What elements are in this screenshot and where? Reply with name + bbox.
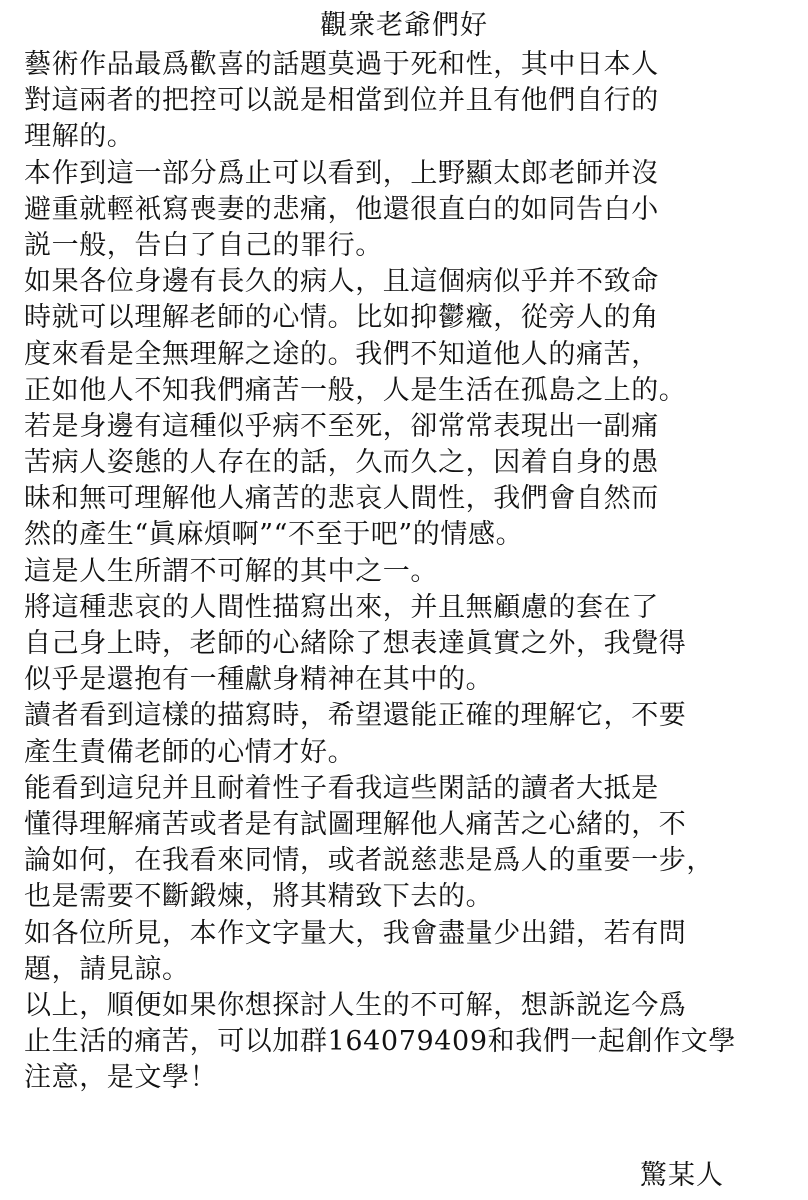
text-line: 論如何，在我看來同情，或者説慈悲是爲人的重要一步， xyxy=(24,845,714,877)
text-line: 度來看是全無理解之途的。我們不知道他人的痛苦， xyxy=(24,338,659,370)
text-line: 懂得理解痛苦或者是有試圖理解他人痛苦之心緒的，不 xyxy=(24,808,687,840)
body-text xyxy=(24,47,804,1096)
text-line: 產生責備老師的心情才好。 xyxy=(24,736,356,768)
text-line: 似乎是還抱有一種獻身精神在其中的。 xyxy=(24,664,494,696)
text-line: 讀者看到這樣的描寫時，希望還能正確的理解它，不要 xyxy=(24,700,687,732)
text-line: 若是身邊有這種似乎病不至死，卻常常表現出一副痛 xyxy=(24,410,659,442)
text-line: 也是需要不斷鍛煉，將其精致下去的。 xyxy=(24,881,494,913)
text-line: 這是人生所謂不可解的其中之一。 xyxy=(24,555,438,587)
text-line: 説一般，告白了自己的罪行。 xyxy=(24,229,383,261)
text-line: 藝術作品最爲歡喜的話題莫過于死和性，其中日本人 xyxy=(24,49,659,80)
text-line: 昧和無可理解他人痛苦的悲哀人間性，我們會自然而 xyxy=(24,483,659,515)
text-line: 苦病人姿態的人存在的話，久而久之，因着自身的愚 xyxy=(24,447,659,479)
text-line: 止生活的痛苦，可以加群164079409和我們一起創作文學 xyxy=(24,1026,737,1058)
text-line: 然的產生“眞麻煩啊”“不至于吧”的情感。 xyxy=(24,519,524,551)
text-line: 注意，是文學！ xyxy=(24,1062,218,1094)
signature: 驚某人 xyxy=(640,1160,724,1191)
text-line: 將這種悲哀的人間性描寫出來，并且無顧慮的套在了 xyxy=(24,591,659,623)
page-title: 觀衆老爺們好 xyxy=(320,10,488,41)
text-line: 理解的。 xyxy=(24,121,135,153)
text-line: 正如他人不知我們痛苦一般，人是生活在孤島之上的。 xyxy=(24,374,687,406)
text-line: 自己身上時，老師的心緒除了想表達眞實之外，我覺得 xyxy=(24,628,687,659)
text-line: 能看到這兒并且耐着性子看我這些閑話的讀者大抵是 xyxy=(24,772,659,804)
text-line: 避重就輕衹寫喪妻的悲痛，他還很直白的如同告白小 xyxy=(24,193,659,225)
text-line: 如各位所見，本作文字量大，我會盡量少出錯，若有問 xyxy=(24,917,687,949)
text-line: 題，請見諒。 xyxy=(24,953,190,985)
text-line: 時就可以理解老師的心情。比如抑鬱癥，從旁人的角 xyxy=(24,302,659,334)
text-line: 如果各位身邊有長久的病人，且這個病似乎并不致命 xyxy=(24,266,659,298)
text-line: 對這兩者的把控可以説是相當到位并且有他們自行的 xyxy=(24,85,659,117)
text-line: 本作到這一部分爲止可以看到，上野顯太郎老師并沒 xyxy=(24,157,659,189)
text-line: 以上，順便如果你想探討人生的不可解，想訴説迄今爲 xyxy=(24,989,687,1021)
